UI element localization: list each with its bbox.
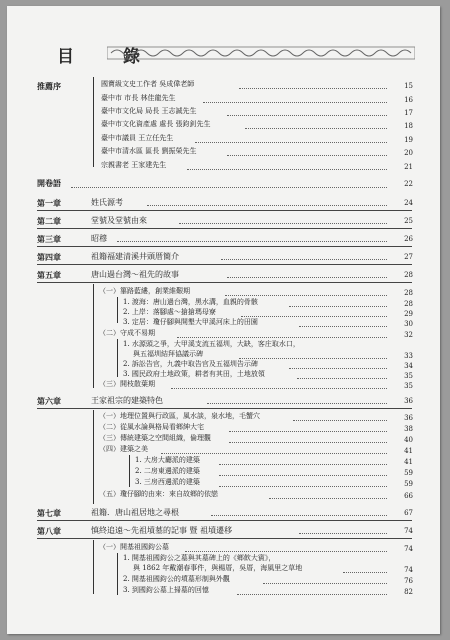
page-number: 29 — [404, 310, 413, 318]
section-item[interactable]: 3. 國民政府土地政策，耕者有其田，土地放領 — [123, 370, 265, 378]
page-number: 33 — [404, 352, 413, 360]
page-number: 28 — [404, 271, 413, 279]
section-item[interactable]: 2. 訴訟告官，九義中取告官及五福圳告示碑 — [123, 360, 258, 368]
page-number: 82 — [404, 588, 413, 596]
page-number: 38 — [404, 425, 413, 433]
opening-label[interactable]: 開卷語 — [37, 178, 61, 188]
page-number: 59 — [404, 480, 413, 488]
section-item[interactable]: 2. 二房東邊派的建築 — [135, 467, 200, 475]
page-number: 19 — [404, 136, 413, 144]
section-item[interactable]: 2. 上岸：落腳處～搶搶瑪母寮 — [123, 308, 216, 316]
section-item[interactable]: 2. 開基祖國鈞公的墳墓形制與外觀 — [123, 575, 230, 583]
preface-entry[interactable]: 國寶級文史工作者 吳成偉老師 — [101, 80, 195, 88]
page-number: 36 — [404, 414, 413, 422]
section-item[interactable]: （一）篳路藍縷，創業維艱期 — [99, 287, 190, 295]
page-number: 35 — [404, 382, 413, 390]
section-item[interactable]: 1. 水源頭之爭，大甲溪支流五福圳，大缺，客庄取水口， — [123, 340, 300, 348]
chapter-title[interactable]: 姓氏源考 — [91, 198, 123, 207]
page-number: 74 — [404, 566, 413, 574]
page-number: 17 — [404, 109, 413, 117]
section-item[interactable]: （四）建築之美 — [99, 445, 148, 453]
page-number: 27 — [404, 253, 413, 261]
section-item[interactable]: 3. 到國鈞公墓上掃墓的回憶 — [123, 586, 209, 594]
page-number: 67 — [404, 509, 413, 517]
chapter-number: 第三章 — [37, 234, 61, 244]
chapter-number: 第八章 — [37, 526, 61, 536]
preface-entry[interactable]: 宗親書老 王家建先生 — [101, 161, 167, 169]
section-item[interactable]: （一）地理位置與行政區，風水談，泉水地，毛蟹穴 — [99, 412, 260, 420]
page-title: 目 錄 — [57, 47, 156, 67]
chapter-title[interactable]: 慎終追遠～先祖墳墓的記事 暨 祖墳遷移 — [91, 526, 233, 535]
page-number: 74 — [404, 527, 413, 535]
page-number: 41 — [404, 447, 413, 455]
page-number: 66 — [404, 492, 413, 500]
page-number: 25 — [404, 217, 413, 225]
page-number: 15 — [404, 82, 413, 90]
page-number: 22 — [404, 180, 413, 188]
page-number: 59 — [404, 469, 413, 477]
chapter-title[interactable]: 祖籍福建清溪井頭厝簡介 — [91, 252, 179, 261]
preface-entry[interactable]: 臺中市清水區 區長 劉振榮先生 — [101, 147, 197, 155]
section-item[interactable]: （一）開基祖國鈞公墓 — [99, 543, 169, 551]
chapter-number: 第六章 — [37, 396, 61, 406]
page-number: 30 — [404, 320, 413, 328]
preface-entry[interactable]: 臺中市文化資產處 處長 張鈞釗先生 — [101, 120, 211, 128]
page-number: 16 — [404, 96, 413, 104]
section-item[interactable]: 3. 定居：瓊仔腳與開墾大甲溪河床上的田園 — [123, 318, 258, 326]
decorative-border-ornament — [107, 46, 415, 60]
chapter-number: 第五章 — [37, 270, 61, 280]
page-number: 36 — [404, 397, 413, 405]
preface-label: 推薦序 — [37, 81, 61, 91]
chapter-number: 第一章 — [37, 198, 61, 208]
chapter-title[interactable]: 祖籍．唐山祖居地之尋根 — [91, 508, 179, 517]
page-number: 32 — [404, 331, 413, 339]
page-number: 21 — [404, 163, 413, 171]
page-number: 24 — [404, 199, 413, 207]
preface-entry[interactable]: 臺中市文化局 局長 王志誠先生 — [101, 107, 197, 115]
chapter-title[interactable]: 昭穆 — [91, 234, 107, 243]
chapter-title[interactable]: 王家祖宗的建築特色 — [91, 396, 163, 405]
page-number: 20 — [404, 149, 413, 157]
chapter8-bracket — [93, 540, 94, 594]
document-page — [7, 6, 440, 634]
section-item[interactable]: 1. 大房大廳派的建築 — [135, 456, 200, 464]
page-number: 35 — [404, 372, 413, 380]
chapter6-bracket — [93, 410, 94, 504]
section-item[interactable]: 1. 開基祖國鈞公之墓與其墓碑上的《鄉飲大賓》， — [123, 554, 276, 562]
chapter-title[interactable]: 唐山過台灣～祖先的故事 — [91, 270, 179, 279]
preface-entry[interactable]: 臺中市議員 王立任先生 — [101, 134, 174, 142]
chapter-title[interactable]: 堂號及堂號由來 — [91, 216, 147, 225]
section-item[interactable]: （五）瓊仔腳的由來：來自故鄉的依戀 — [99, 490, 218, 498]
section-item[interactable]: 與五福圳結拜協議示碑 — [133, 350, 203, 358]
page-number: 41 — [404, 458, 413, 466]
page-number: 40 — [404, 436, 413, 444]
chapter-number: 第二章 — [37, 216, 61, 226]
section-item[interactable]: 3. 三房西邊派的建築 — [135, 478, 200, 486]
chapter-number: 第四章 — [37, 252, 61, 262]
preface-entry[interactable]: 臺中市 市長 林佳龍先生 — [101, 94, 176, 102]
section-item[interactable]: （二）守成不易期 — [99, 329, 155, 337]
page-number: 28 — [404, 300, 413, 308]
chapter-number: 第七章 — [37, 508, 61, 518]
page-number: 26 — [404, 235, 413, 243]
section-item[interactable]: （二）從風水論與格局看鄉紳大宅 — [99, 423, 204, 431]
page-number: 28 — [404, 289, 413, 297]
page-number: 74 — [404, 545, 413, 553]
preface-bracket — [93, 77, 94, 167]
section-item[interactable]: 與 1862 年戴潮春事件，與楊厝，吳厝，海風里之草地 — [133, 564, 303, 572]
chapter5-bracket — [93, 284, 94, 388]
section-item[interactable]: （三）開枝散葉期 — [99, 380, 155, 388]
section-item[interactable]: （三）傳統建築之空間組織，倫理觀 — [99, 434, 211, 442]
page-number: 34 — [404, 362, 413, 370]
page-number: 18 — [404, 122, 413, 130]
section-item[interactable]: 1. 渡海：唐山過台灣，黑水溝，血親的骨骸 — [123, 298, 258, 306]
page-number: 76 — [404, 577, 413, 585]
